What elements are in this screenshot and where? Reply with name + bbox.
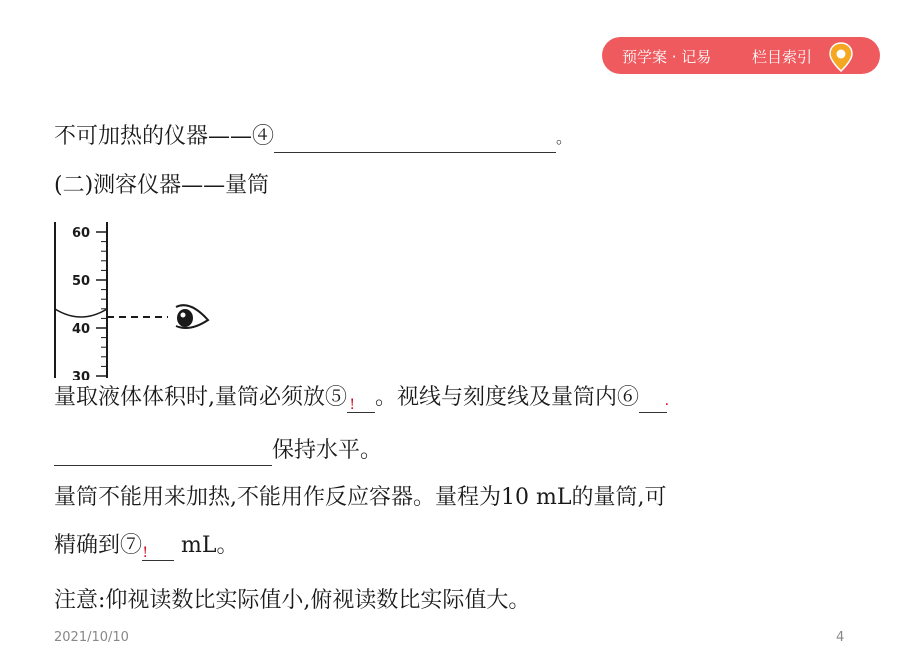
- answer-blank-6-continued[interactable]: [54, 441, 272, 466]
- location-pin-icon[interactable]: [828, 42, 854, 72]
- eye-icon: [176, 305, 208, 328]
- line3-part1: 量取液体体积时,量筒必须放⑤: [54, 385, 347, 410]
- scale-label-60: 60: [72, 226, 91, 241]
- scale-label-40: 40: [72, 322, 91, 337]
- scale-label-50: 50: [72, 274, 91, 289]
- line-note: 注意:仰视读数比实际值小,俯视读数比实际值大。: [54, 588, 531, 613]
- nav-preview-link[interactable]: 预学案 · 记易: [622, 48, 712, 66]
- line-reading-rule: [54, 383, 670, 413]
- answer-blank-6[interactable]: ·: [639, 388, 667, 413]
- line-cylinder-usage: 量筒不能用来加热,不能用作反应容器。量程为10 mL的量筒,可: [54, 485, 667, 510]
- page-number: 4: [836, 630, 845, 645]
- scale-label-30: 30: [72, 370, 91, 380]
- line1-text: 不可加热的仪器——④: [54, 124, 275, 149]
- line-precision: [54, 531, 238, 561]
- line3-part2: 。视线与刻度线及量筒内⑥: [375, 385, 640, 410]
- line-keep-level: [54, 436, 382, 466]
- footer-date: 2021/10/10: [54, 630, 129, 645]
- answer-blank-4[interactable]: [274, 128, 556, 153]
- line-non-heatable-instruments: [54, 122, 572, 153]
- section-heading-measuring: (二)测容仪器——量筒: [54, 173, 270, 198]
- answer-blank-5[interactable]: !: [347, 388, 375, 413]
- line4-end: 保持水平。: [272, 438, 383, 463]
- answer-blank-7[interactable]: !: [142, 536, 174, 561]
- nav-index-link[interactable]: 栏目索引: [752, 48, 813, 66]
- line6-part1: 精确到⑦: [54, 533, 143, 558]
- graduated-cylinder-diagram: [50, 220, 230, 380]
- line6-part2: mL。: [174, 533, 239, 558]
- line1-end: 。: [556, 128, 573, 147]
